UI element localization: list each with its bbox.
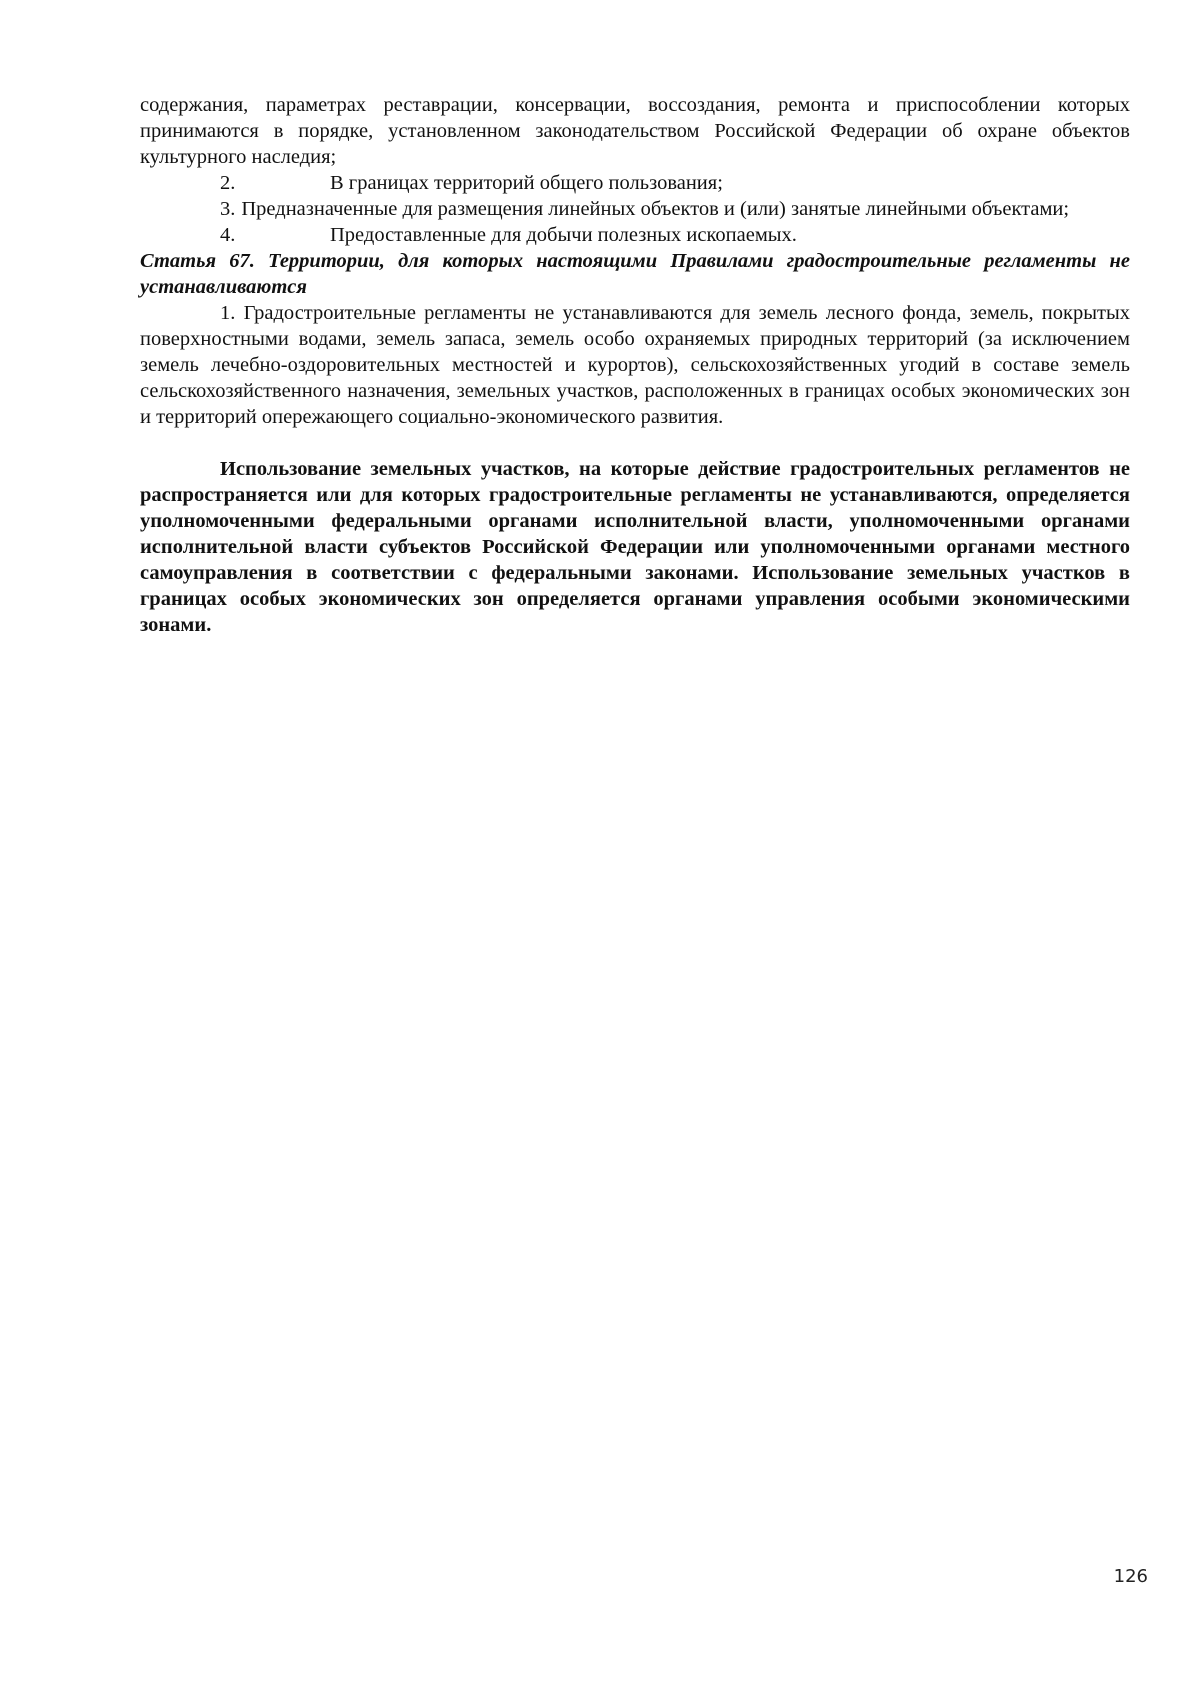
list-item-text: В границах территорий общего пользования; [330, 172, 723, 194]
document-body [140, 92, 1130, 638]
list-item-number: 3. [220, 198, 236, 220]
list-item-2 [140, 170, 1130, 196]
bold-paragraph: Использование земельных участков, на которые действие градостроительных регламентов не распространяется или для которых градостроительные регламенты не устанавливаются, определяется уполномоченными федеральными органами исполнительной власти, уполномоченными органами исполнительной власти субъектов Российской Федерации или уполномоченными органами местного самоуправления в соответствии с федеральными законами. Использование земельных участков в границах особых экономических зон определяется органами управления особыми экономическими зонами. [140, 458, 1130, 636]
list-item-number: 4. [220, 224, 236, 246]
article-paragraph: 1. Градостроительные регламенты не устанавливаются для земель лесного фонда, земель, покрытых поверхностными водами, земель запаса, земель особо охраняемых природных территорий (за исключением земель лечебно-оздоровительных местностей и курортов), сельскохозяйственных угодий в составе земель сельскохозяйственного назначения, земельных участков, расположенных в границах особых экономических зон и территорий опережающего социально-экономического развития. [140, 302, 1130, 428]
list-item-text: Предназначенные для размещения линейных объектов и (или) занятые линейными объектами; [241, 198, 1070, 220]
list-item-text: Предоставленные для добычи полезных ископаемых. [330, 224, 797, 246]
article-heading: Статья 67. Территории, для которых настоящими Правилами градостроительные регламенты не устанавливаются [140, 250, 1130, 298]
page-number: 126 [1113, 1566, 1148, 1587]
list-item-3 [140, 196, 1130, 222]
list-item-number: 2. [220, 172, 236, 194]
list-item-4 [140, 222, 1130, 248]
continuation-paragraph: содержания, параметрах реставрации, консервации, воссоздания, ремонта и приспособлении которых принимаются в порядке, установленном законодательством Российской Федерации об охране объектов культурного наследия; [140, 94, 1130, 168]
